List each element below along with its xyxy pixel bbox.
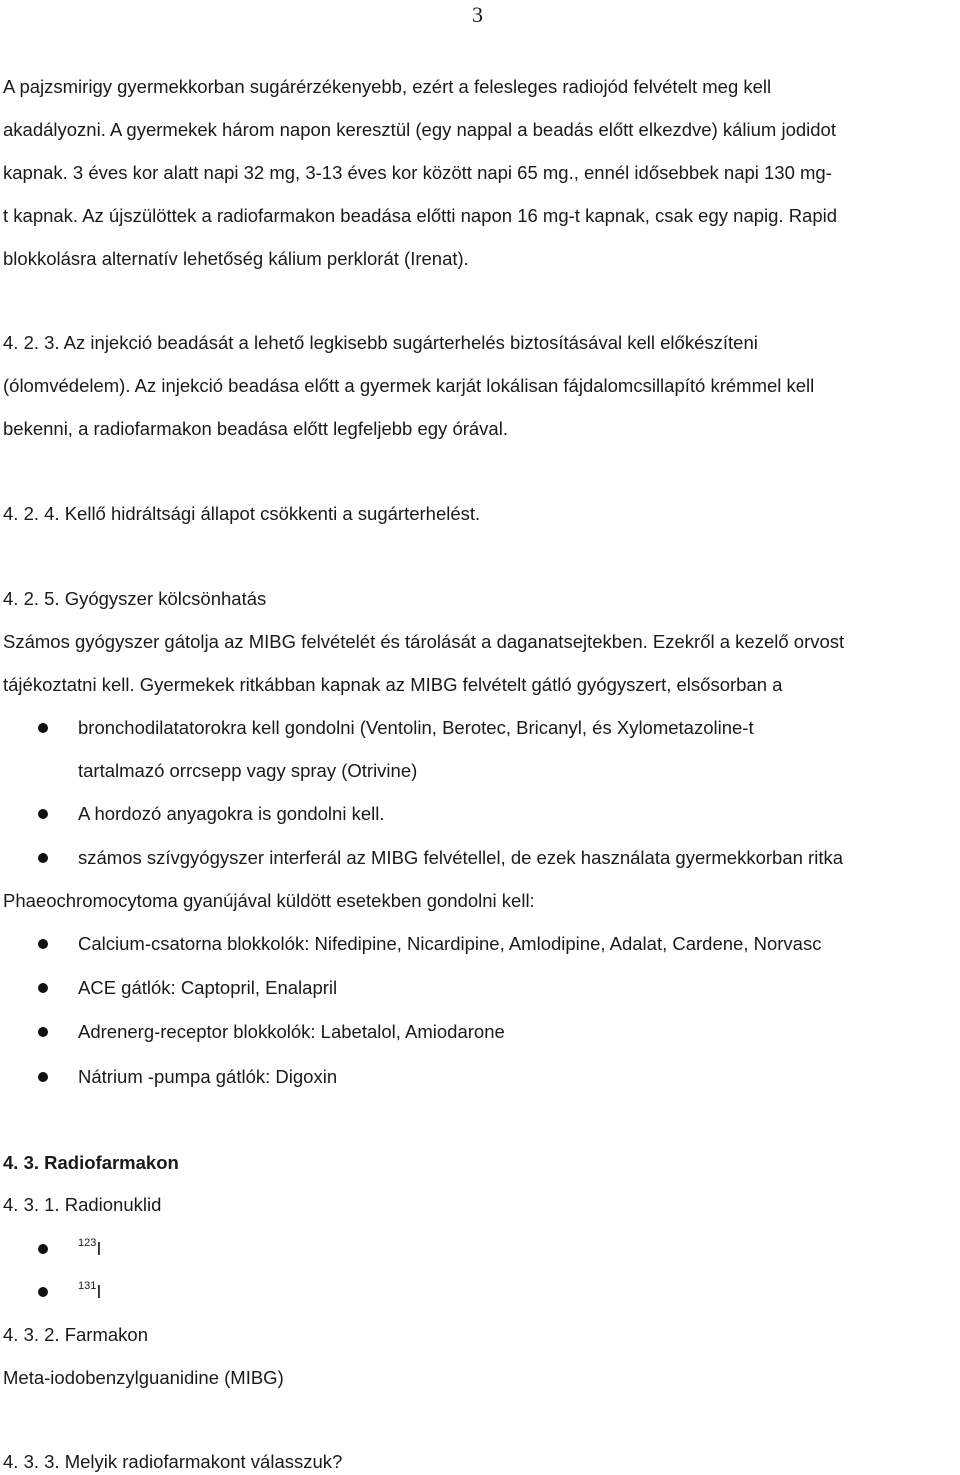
paragraph-line: A pajzsmirigy gyermekkorban sugárérzékenyebb, ezért a felesleges radiojód felvételt meg kell xyxy=(3,76,772,97)
paragraph-line: 4. 2. 3. Az injekció beadását a lehető legkisebb sugárterhelés biztosításával kell előkészíteni xyxy=(3,332,758,353)
section-heading-4-2-5: 4. 2. 5. Gyógyszer kölcsönhatás xyxy=(3,588,267,609)
section-heading-4-3-1: 4. 3. 1. Radionuklid xyxy=(3,1194,162,1215)
bullet-icon xyxy=(38,939,48,949)
bullet-icon xyxy=(38,809,48,819)
section-heading-4-3-2: 4. 3. 2. Farmakon xyxy=(3,1324,148,1345)
list-item: bronchodilatatorokra kell gondolni (Ventolin, Berotec, Bricanyl, és Xylometazoline-t xyxy=(78,717,754,738)
paragraph-line: Számos gyógyszer gátolja az MIBG felvételét és tárolását a daganatsejtekben. Ezekről a kezelő orvost xyxy=(3,631,845,652)
isotope-item xyxy=(78,1238,102,1260)
isotope-item xyxy=(78,1281,102,1303)
paragraph-line: akadályozni. A gyermekek három napon keresztül (egy nappal a beadás előtt elkezdve) kálium jodidot xyxy=(3,119,836,140)
list-item-continuation: tartalmazó orrcsepp vagy spray (Otrivine) xyxy=(78,760,418,781)
paragraph-line: bekenni, a radiofarmakon beadása előtt legfeljebb egy órával. xyxy=(3,418,508,439)
bullet-icon xyxy=(38,723,48,733)
section-heading-4-2-4: 4. 2. 4. Kellő hidráltsági állapot csökkenti a sugárterhelést. xyxy=(3,503,481,524)
paragraph-line: (ólomvédelem). Az injekció beadása előtt a gyermek karját lokálisan fájdalomcsillapító krémmel kell xyxy=(3,375,815,396)
paragraph-line: blokkolásra alternatív lehetőség kálium perklorát (Irenat). xyxy=(3,248,469,269)
page-number: 3 xyxy=(472,2,483,27)
isotope-symbol: I xyxy=(96,1281,102,1302)
isotope-symbol: I xyxy=(96,1238,102,1259)
section-heading-4-3-3: 4. 3. 3. Melyik radiofarmakont válasszuk? xyxy=(3,1451,343,1472)
bullet-icon xyxy=(38,983,48,993)
list-item: ACE gátlók: Captopril, Enalapril xyxy=(78,977,338,998)
paragraph-line: Phaeochromocytoma gyanújával küldött esetekben gondolni kell: xyxy=(3,890,535,911)
paragraph-line: tájékoztatni kell. Gyermekek ritkábban kapnak az MIBG felvételt gátló gyógyszert, elsősorban a xyxy=(3,674,783,695)
isotope-mass: 123 xyxy=(78,1236,97,1249)
bullet-icon xyxy=(38,853,48,863)
list-item: Adrenerg-receptor blokkolók: Labetalol, Amiodarone xyxy=(78,1021,505,1042)
bullet-icon xyxy=(38,1287,48,1297)
section-heading-4-3: 4. 3. Radiofarmakon xyxy=(3,1152,179,1173)
list-item: Nátrium -pumpa gátlók: Digoxin xyxy=(78,1066,338,1087)
isotope-mass: 131 xyxy=(78,1279,97,1292)
bullet-icon xyxy=(38,1072,48,1082)
list-item: számos szívgyógyszer interferál az MIBG felvétellel, de ezek használata gyermekkorban ritka xyxy=(78,847,843,868)
paragraph-line: kapnak. 3 éves kor alatt napi 32 mg, 3-13 éves kor között napi 65 mg., ennél idősebbek napi 130 mg- xyxy=(3,162,832,183)
paragraph-line: t kapnak. Az újszülöttek a radiofarmakon beadása előtti napon 16 mg-t kapnak, csak egy napig. Rapid xyxy=(3,205,838,226)
list-item: Calcium-csatorna blokkolók: Nifedipine, Nicardipine, Amlodipine, Adalat, Cardene, Norvasc xyxy=(78,933,822,954)
bullet-icon xyxy=(38,1027,48,1037)
bullet-icon xyxy=(38,1244,48,1254)
paragraph-line: Meta-iodobenzylguanidine (MIBG) xyxy=(3,1367,284,1388)
list-item: A hordozó anyagokra is gondolni kell. xyxy=(78,803,385,824)
